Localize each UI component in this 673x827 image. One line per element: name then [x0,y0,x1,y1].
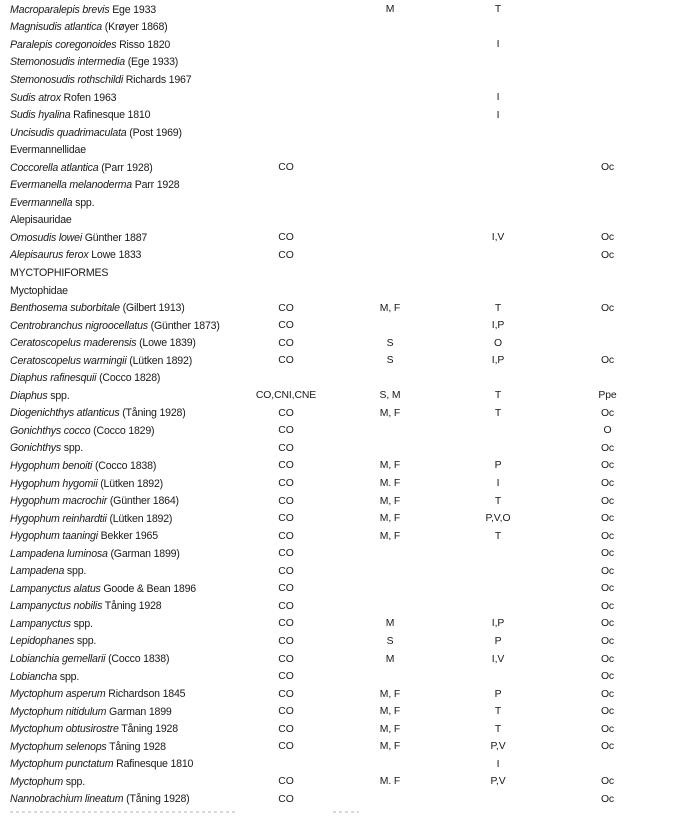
table-cell-c2: M, F [379,723,401,735]
species-name-cell [0,723,238,735]
table-cell-c1: CO [278,337,294,349]
species-scientific-name: Evermannella [10,196,73,209]
table-cell-c4: O [603,425,612,437]
species-authority: (Cocco 1828) [99,372,161,385]
table-cell-c4: Oc [600,548,615,560]
table-cell-c3: I,V [491,232,505,244]
table-cell-c1: CO [278,162,294,174]
table-cell-c1: CO [278,635,294,647]
species-table [0,1,673,808]
table-row [0,685,673,703]
table-cell-c1: CO,CNI,CNE [255,390,317,402]
table-row [0,773,673,791]
species-name-cell [0,56,238,68]
table-cell-c4: Oc [600,776,615,788]
table-cell-c3: I [496,39,500,51]
table-cell-c1: CO [278,776,294,788]
species-name-cell [0,92,238,104]
table-cell-c3: T [494,706,502,718]
species-scientific-name: Diogenichthys atlanticus [10,407,120,420]
species-name-cell [0,407,238,419]
species-authority: (Tåning 1928) [122,407,186,420]
table-cell-c4: Oc [600,723,615,735]
table-cell-c4: Oc [600,495,615,507]
table-cell-c1: CO [278,460,294,472]
species-name-cell [0,776,238,788]
species-scientific-name: Ceratoscopelus warmingii [10,354,127,367]
table-row [0,791,673,809]
species-name-cell [0,671,238,683]
table-cell-c1: CO [278,320,294,332]
table-row [0,563,673,581]
table-row [0,124,673,142]
species-authority: (Lütken 1892) [109,512,173,525]
species-authority: spp. [59,670,80,683]
table-cell-c1: CO [278,407,294,419]
table-cell-c2: M [385,4,395,16]
species-authority: (Post 1969) [129,126,182,139]
table-cell-c4: Oc [600,407,615,419]
species-scientific-name: Myctophum selenops [10,740,107,753]
species-scientific-name: Uncisudis quadrimaculata [10,126,127,139]
table-cell-c1: CO [278,618,294,630]
table-row [0,229,673,247]
species-name-cell [0,21,238,33]
table-cell-c3: T [494,407,502,419]
species-name-cell [0,758,238,770]
table-row [0,19,673,37]
table-cell-c1: CO [278,513,294,525]
table-row [0,387,673,405]
species-scientific-name: Diaphus rafinesquii [10,372,97,385]
table-cell-c4: Oc [600,513,615,525]
species-name-cell [0,600,238,612]
species-name-cell [0,425,238,437]
species-scientific-name: Lampanyctus nobilis [10,600,103,613]
table-cell-c3: I,V [491,653,505,665]
table-cell-c2: M, F [379,530,401,542]
taxon-group-label: Myctophidae [10,284,68,297]
table-row [0,668,673,686]
species-authority: (Lütken 1892) [129,354,193,367]
species-authority: Risso 1820 [119,38,171,51]
taxon-group-label: MYCTOPHIFORMES [10,266,109,279]
table-cell-c2: M, F [379,460,401,472]
species-name-cell [0,179,238,191]
species-authority: (Parr 1928) [101,161,153,174]
table-cell-c1: CO [278,706,294,718]
species-scientific-name: Myctophum [10,775,63,788]
species-authority: spp. [75,196,95,209]
species-scientific-name: Lobiancha [10,670,58,683]
species-name-cell [0,530,238,542]
species-authority: Bekker 1965 [100,530,158,543]
table-row [0,1,673,19]
table-row [0,756,673,774]
table-cell-c4: Oc [600,618,615,630]
species-scientific-name: Evermanella melanoderma [10,179,132,192]
species-scientific-name: Sudis atrox [10,91,61,104]
table-cell-c4: Oc [600,706,615,718]
table-cell-c3: I [496,478,500,490]
table-row [0,317,673,335]
species-authority: spp. [73,617,93,630]
table-row [0,352,673,370]
table-cell-c2: S, M [379,390,401,402]
table-row [0,738,673,756]
table-row [0,264,673,282]
table-row [0,475,673,493]
species-authority: Tåning 1928 [109,740,166,753]
table-cell-c3: T [494,495,502,507]
table-row [0,334,673,352]
table-cell-c4: Oc [600,565,615,577]
table-cell-c1: CO [278,793,294,805]
table-cell-c1: CO [278,425,294,437]
species-scientific-name: Myctophum nitidulum [10,705,107,718]
species-name-cell [0,741,238,753]
table-cell-c3: T [494,723,502,735]
table-cell-c1: CO [278,723,294,735]
table-cell-c4: Oc [600,653,615,665]
species-scientific-name: Sudis hyalina [10,109,71,122]
table-row [0,212,673,230]
species-name-cell [0,232,238,244]
table-cell-c1: CO [278,741,294,753]
table-row [0,176,673,194]
species-authority: (Tåning 1928) [126,793,190,806]
species-scientific-name: Omosudis lowei [10,231,82,244]
species-scientific-name: Myctophum obtusirostre [10,723,119,736]
table-row [0,510,673,528]
species-name-cell [0,635,238,647]
table-cell-c2: M, F [379,513,401,525]
table-cell-c4: Oc [600,583,615,595]
species-name-cell [0,337,238,349]
species-authority: Tåning 1928 [104,600,162,613]
table-cell-c1: CO [278,671,294,683]
clipped-row-remnant [10,811,238,813]
table-cell-c4: Oc [600,530,615,542]
species-authority: spp. [66,565,87,578]
table-cell-c2: M. F [379,776,401,788]
table-cell-c4: Oc [600,793,615,805]
table-cell-c3: P,V [490,776,506,788]
species-authority: Garman 1899 [109,705,172,718]
table-cell-c4: Ppe [598,390,617,402]
table-cell-c4: Oc [600,249,615,261]
species-name-cell [0,197,238,209]
table-cell-c2: M, F [379,407,401,419]
table-row [0,440,673,458]
table-row [0,703,673,721]
species-authority: Parr 1928 [134,179,180,192]
table-cell-c1: CO [278,495,294,507]
table-cell-c1: CO [278,548,294,560]
table-cell-c3: P [494,688,502,700]
table-row [0,633,673,651]
species-scientific-name: Hygophum macrochir [10,495,108,508]
table-cell-c1: CO [278,478,294,490]
species-name-cell [0,478,238,490]
species-authority: (Lowe 1839) [139,337,196,350]
species-scientific-name: Lampadena [10,565,65,578]
table-cell-c1: CO [278,688,294,700]
table-cell-c2: M, F [379,688,401,700]
table-cell-c3: T [494,390,502,402]
species-authority: Lowe 1833 [91,249,142,262]
species-name-cell [0,565,238,577]
table-cell-c4: Oc [600,460,615,472]
table-cell-c4: Oc [600,478,615,490]
species-name-cell [0,618,238,630]
species-authority: (Günther 1864) [109,495,179,508]
species-scientific-name: Gonichthys [10,442,61,455]
table-cell-c1: CO [278,355,294,367]
table-row [0,71,673,89]
species-scientific-name: Myctophum punctatum [10,758,114,771]
table-cell-c3: P [494,635,502,647]
table-cell-c1: CO [278,565,294,577]
table-cell-c3: O [494,337,502,349]
table-cell-c2: M, F [379,706,401,718]
species-authority: (Cocco 1838) [94,459,157,472]
table-cell-c2: M. F [379,478,401,490]
species-authority: spp. [65,775,85,788]
species-name-cell [0,653,238,665]
table-cell-c2: M [385,653,395,665]
table-cell-c2: M, F [379,741,401,753]
taxon-group-label: Evermannellidae [10,144,86,157]
table-cell-c3: P [494,460,502,472]
species-authority: Richardson 1845 [108,688,186,701]
table-cell-c4: Oc [600,355,615,367]
species-scientific-name: Centrobranchus nigroocellatus [10,319,148,332]
species-authority: Goode & Bean 1896 [103,582,196,595]
table-cell-c4: Oc [600,600,615,612]
species-authority: (Krøyer 1868) [104,21,168,34]
table-cell-c2: M [385,618,395,630]
table-row [0,527,673,545]
table-row [0,194,673,212]
species-scientific-name: Hygophum hygomii [10,477,98,490]
table-cell-c2: S [386,337,394,349]
table-cell-c2: M, F [379,495,401,507]
species-authority: spp. [76,635,97,648]
species-name-cell [0,320,238,332]
species-scientific-name: Hygophum reinhardtii [10,512,107,525]
table-row [0,405,673,423]
table-row [0,282,673,300]
species-scientific-name: Alepisaurus ferox [10,249,89,262]
table-row [0,141,673,159]
species-authority: Tåning 1928 [121,723,178,736]
table-cell-c1: CO [278,530,294,542]
table-row [0,422,673,440]
table-row [0,720,673,738]
species-scientific-name: Stemonosudis rothschildi [10,73,123,86]
table-cell-c3: I [496,109,500,121]
species-scientific-name: Lampanyctus [10,617,71,630]
table-cell-c3: I,P [491,320,505,332]
species-name-cell [0,249,238,261]
table-cell-c4: Oc [600,671,615,683]
species-scientific-name: Nannobrachium lineatum [10,793,124,806]
species-authority: (Ege 1933) [127,56,179,69]
taxon-group-label: Alepisauridae [10,214,72,227]
species-name-cell [0,793,238,805]
table-row [0,598,673,616]
species-scientific-name: Hygophum benoiti [10,459,93,472]
table-cell-c3: P,V [490,741,506,753]
species-name-cell [0,4,238,16]
table-cell-c2: S [386,355,394,367]
table-cell-c3: I,P [491,618,505,630]
species-name-cell [0,355,238,367]
table-cell-c3: I [496,92,500,103]
table-row [0,106,673,124]
species-authority: Richards 1967 [125,73,192,86]
species-authority: Günther 1887 [84,231,148,244]
table-cell-c4: Oc [600,232,615,244]
species-scientific-name: Coccorella atlantica [10,161,99,174]
table-row [0,492,673,510]
species-name-cell [0,495,238,507]
table-cell-c4: Oc [600,741,615,753]
species-name-cell [0,460,238,472]
species-authority: (Cocco 1838) [108,653,170,665]
table-row [0,36,673,54]
species-scientific-name: Lepidophanes [10,635,75,648]
species-authority: spp. [63,442,83,455]
table-row [0,545,673,563]
species-name-cell [0,706,238,718]
species-name-cell [0,390,238,402]
species-authority: (Lütken 1892) [100,477,164,490]
species-scientific-name: Myctophum asperum [10,688,106,701]
table-row [0,369,673,387]
table-cell-c1: CO [278,302,294,314]
table-cell-c2: S [386,635,394,647]
species-authority: (Cocco 1829) [93,424,155,437]
species-name-cell [0,442,238,454]
table-row [0,580,673,598]
species-name-cell [0,109,238,121]
table-cell-c1: CO [278,653,294,665]
species-scientific-name: Lobianchia gemellarii [10,653,106,665]
species-scientific-name: Paralepis coregonoides [10,38,117,51]
species-scientific-name: Lampanyctus alatus [10,582,101,595]
table-cell-c3: P,V,O [485,513,511,525]
table-row [0,159,673,177]
species-scientific-name: Hygophum taaningi [10,530,98,543]
species-authority: (Günther 1873) [150,319,220,332]
table-row [0,457,673,475]
species-name-cell [0,127,238,139]
table-cell-c3: T [494,302,502,314]
species-scientific-name: Macroparalepis brevis [10,3,110,16]
species-name-cell [0,548,238,560]
species-authority: Rafinesque 1810 [116,758,194,771]
table-row [0,89,673,107]
table-row [0,54,673,72]
species-name-cell [0,372,238,384]
table-cell-c1: CO [278,249,294,261]
table-cell-c3: I,P [491,355,505,367]
species-name-cell [0,688,238,700]
species-authority: Rafinesque 1810 [73,109,151,122]
table-row [0,615,673,633]
species-authority: spp. [50,389,70,402]
table-cell-c3: T [494,530,502,542]
species-name-cell [0,162,238,174]
table-cell-c2: M, F [379,302,401,314]
species-authority: Ege 1933 [112,3,156,16]
species-authority: (Gilbert 1913) [122,302,185,315]
table-cell-c1: CO [278,600,294,612]
table-cell-c4: Oc [600,162,615,174]
species-name-cell [0,302,238,314]
species-name-cell [0,583,238,595]
species-scientific-name: Lampadena luminosa [10,547,108,560]
species-scientific-name: Ceratoscopelus maderensis [10,337,137,350]
species-scientific-name: Magnisudis atlantica [10,21,102,34]
species-scientific-name: Diaphus [10,389,48,402]
table-cell-c3: I [496,758,500,770]
table-row [0,299,673,317]
species-scientific-name: Gonichthys cocco [10,424,91,437]
species-name-cell [0,513,238,525]
species-scientific-name: Benthosema suborbitale [10,302,120,315]
clipped-row-remnant [333,811,359,813]
table-cell-c4: Oc [600,302,615,314]
table-cell-c1: CO [278,442,294,454]
species-name-cell [0,39,238,51]
species-scientific-name: Stemonosudis intermedia [10,56,125,69]
table-cell-c1: CO [278,232,294,244]
species-name-cell [0,74,238,86]
table-row [0,247,673,265]
table-cell-c1: CO [278,583,294,595]
table-cell-c3: T [494,4,502,16]
table-cell-c4: Oc [600,442,615,454]
species-authority: (Garman 1899) [110,547,180,560]
species-authority: Rofen 1963 [63,91,117,104]
table-cell-c4: Oc [600,635,615,647]
table-cell-c4: Oc [600,688,615,700]
table-row [0,650,673,668]
